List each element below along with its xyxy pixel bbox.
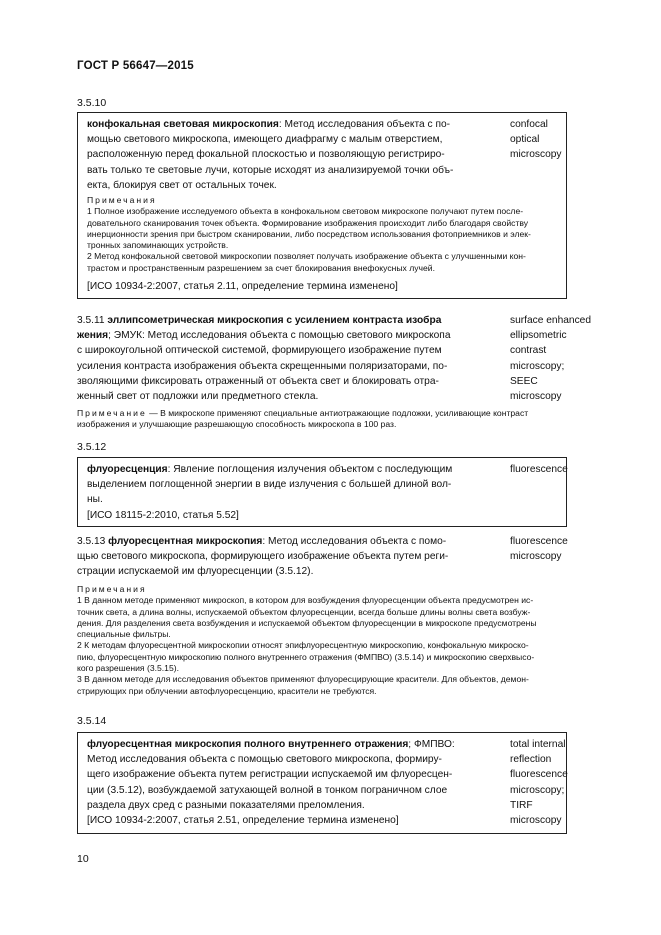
english-term: total internal reflection fluorescence microscopy; TIRF microscopy	[510, 739, 568, 827]
source-reference: [ИСО 10934-2:2007, статья 2.11, определение термина изменено]	[87, 281, 398, 292]
notes-title: Примечания	[87, 195, 157, 205]
definition: флуоресценция: Явление поглощения излучения объектом с последующим выделением поглощенной энергии в виде излучения с большей длиной вол- ны. [ИСО 18115-2:2010, статья 5.52]	[87, 464, 453, 521]
term-box-3514	[77, 732, 567, 834]
notes-3513: Примечания 1 В данном методе применяют микроскоп, в котором для возбуждения флуоресценции объекта предусмотрен ис- точник света, а длина волны, испускаемой объектом флуоресценции, всегда больше длины волны света возбуж- дения. Для разделения света возбуждения и испускаемой объектом флуоресценции в микроскопе предусмотрены специальные фильтры. 2 К методам флуоресцентной микроскопии относят эпифлуоресцентную микроскопию, конфокальную микроско- пию, флуоресцентную микроскопию полного внутреннего отражения (ФМПВО) (3.5.14) и микроскопию сверхвысо- кого разрешения (3.5.15). 3 В данном методе для исследования объектов применяют флуоресцирующие красители. Для объектов, демон- стрирующих при облучении автофлуоресценцию, красители не требуются.	[77, 584, 537, 696]
english-term: fluorescence	[510, 464, 568, 475]
term-box-3512	[77, 457, 567, 527]
definition-3511: 3.5.11 эллипсометрическая микроскопия с усилением контраста изобра жения; ЭМУК: Метод исследования объекта с помощью светового микроскопа с широкоугольной оптической системой, формирующего изображение путем усиления контраста изображения объекта скрещенными поляризаторами, по- зволяющими фиксировать отраженный от объекта свет и блокировать отра- женный свет от подложки или предметного стекла.	[77, 315, 451, 403]
term: конфокальная световая микроскопия	[87, 119, 279, 130]
section-number: 3.5.10	[77, 97, 107, 109]
notes: Примечания 1 Полное изображение исследуемого объекта в конфокальном световом микроскопе получают путем после- довательного сканирования точек объекта. Формирование изображения происходит либо благодаря свойству инерционности зрения при быстром сканировании, либо посредством использования фотоприемников и элек- тронных запоминающих устройств. 2 Метод конфокальной световой микроскопии позволяет получать изображение объекта с улучшенными кон- трастом и пространственным разрешением за счет блокирования внефокусных лучей.	[87, 195, 557, 274]
english-term: confocal optical microscopy	[510, 119, 562, 161]
page-number: 10	[77, 853, 89, 865]
section-number: 3.5.12	[77, 441, 107, 453]
definition: конфокальная световая микроскопия: Метод исследования объекта с по- мощью светового микроскопа, имеющего диафрагму с малым отверстием, расположенную перед фокальной плоскостью и позволяющую регистриро- вать только те световые лучи, которые исходят из анализируемой точки объ- екта, блокируя свет от остальных точек.	[87, 119, 454, 191]
note-3511: Примечание — В микроскопе применяют специальные антиотражающие подложки, усиливающие контраст изображения и улучшающие разрешающую способность микроскопа в 100 раз.	[77, 408, 529, 430]
english-term-3513: fluorescence microscopy	[510, 536, 568, 563]
document-header: ГОСТ Р 56647—2015	[77, 60, 194, 72]
definition: флуоресцентная микроскопия полного внутреннего отражения; ФМПВО: Метод исследования объекта с помощью светового микроскопа, формиру- щего изображение объекта путем регистрации испускаемой им флуоресцен- ции (3.5.12), возбуждаемой затухающей волной в тонком пограничном слое раздела двух сред с разными показателями преломления. [ИСО 10934-2:2007, статья 2.51, определение термина изменено]	[87, 739, 455, 827]
english-term-3511: surface enhanced ellipsometric contrast microscopy; SEEC microscopy	[510, 315, 591, 403]
term-box-3510	[77, 112, 567, 299]
definition-3513: 3.5.13 флуоресцентная микроскопия: Метод исследования объекта с помо- щью светового микроскопа, формирующего изображение объекта путем реги- страции испускаемой им флуоресценции (3.5.12).	[77, 536, 449, 578]
section-number: 3.5.14	[77, 715, 107, 727]
